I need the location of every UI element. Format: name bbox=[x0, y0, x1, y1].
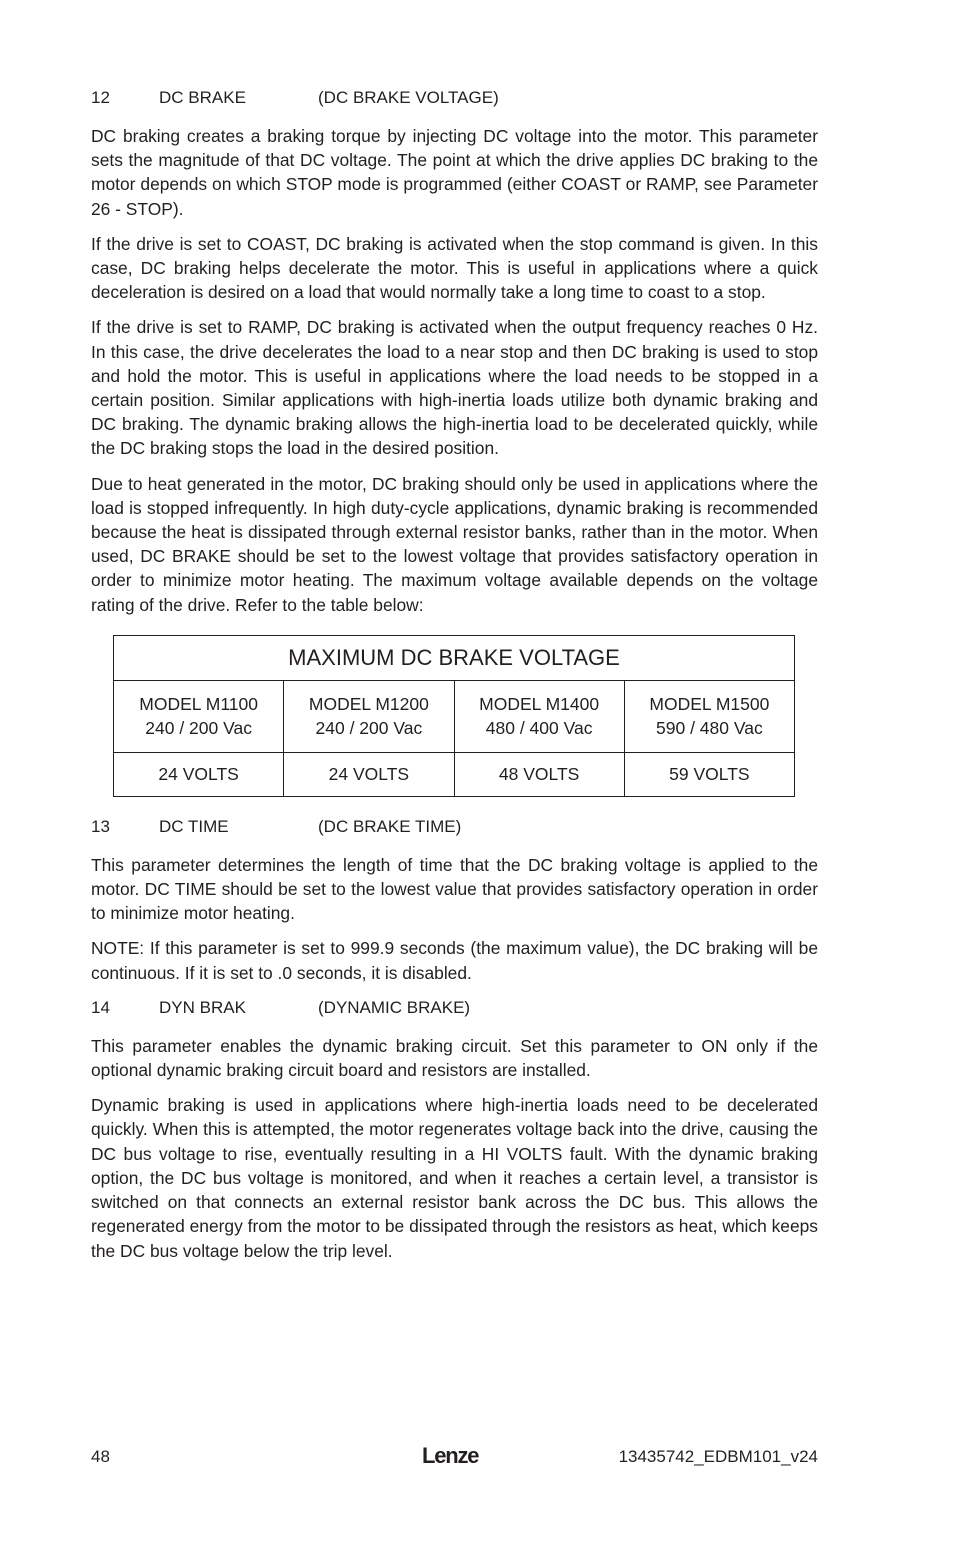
table-row bbox=[114, 680, 795, 752]
table-cell bbox=[624, 680, 794, 752]
page-number: 48 bbox=[91, 1447, 110, 1466]
table-cell bbox=[454, 680, 624, 752]
model-name: MODEL M1100 bbox=[139, 694, 258, 715]
max-volts-cell: 24 VOLTS bbox=[284, 752, 454, 796]
page-content bbox=[91, 86, 818, 1274]
parameter-13-heading bbox=[91, 815, 818, 839]
parameter-name: DC TIME bbox=[159, 816, 229, 836]
parameter-description: (DYNAMIC BRAKE) bbox=[318, 997, 471, 1017]
model-name: MODEL M1200 bbox=[308, 694, 429, 715]
max-volts-cell: 24 VOLTS bbox=[114, 752, 284, 796]
max-volts-cell: 59 VOLTS bbox=[624, 752, 794, 796]
max-volts-cell: 48 VOLTS bbox=[454, 752, 624, 796]
paragraph: Due to heat generated in the motor, DC braking should only be used in applications where the load is stopped infrequently. In high duty-cycle applications, dynamic braking is recommended because the heat is dissipated through external resistor banks, rather than in the motor. When used, DC BRAKE should be set to the lowest voltage that provides satisfactory operation in order to minimize motor heating. The maximum voltage available depends on the voltage rating of the drive. Refer to the table below: bbox=[91, 473, 818, 615]
model-rating: 480 / 400 Vac bbox=[485, 718, 593, 739]
page-footer bbox=[91, 1445, 818, 1471]
table-cell bbox=[284, 680, 454, 752]
parameter-number: 13 bbox=[91, 816, 110, 836]
model-rating: 590 / 480 Vac bbox=[656, 718, 763, 739]
table-cell bbox=[114, 680, 284, 752]
paragraph: DC braking creates a braking torque by injecting DC voltage into the motor. This parameter sets the magnitude of that DC voltage. The point at which the drive applies DC braking to the motor depends on which STOP mode is programmed (either COAST or RAMP, see Parameter 26 - STOP). bbox=[91, 126, 818, 219]
model-rating: 240 / 200 Vac bbox=[315, 718, 423, 739]
paragraph: If the drive is set to COAST, DC braking is activated when the stop command is given. In this case, DC braking helps decelerate the motor. This is useful in applications where a quick deceleration is desired on a load that would normally take a long time to coast to a stop. bbox=[91, 233, 818, 303]
parameter-description: (DC BRAKE VOLTAGE) bbox=[318, 88, 499, 107]
model-rating: 240 / 200 Vac bbox=[145, 718, 252, 739]
model-name: MODEL M1400 bbox=[479, 694, 600, 715]
parameter-description: (DC BRAKE TIME) bbox=[318, 816, 462, 836]
parameter-number: 14 bbox=[91, 997, 110, 1017]
parameter-name: DC BRAKE bbox=[159, 88, 246, 107]
paragraph: Dynamic braking is used in applications where high-inertia loads need to be decelerated quickly. When this is attempted, the motor regenerates voltage back into the drive, causing the DC bus voltage to rise, eventually resulting in a HI VOLTS fault. With the dynamic braking option, the DC bus voltage is monitored, and when it reaches a certain level, a transistor is switched on that connects an external resistor bank across the DC bus. This allows the regenerated energy from the motor to be dissipated through the resistors as heat, which keeps the DC bus voltage below the trip level. bbox=[91, 1095, 818, 1261]
parameter-14-heading bbox=[91, 996, 818, 1020]
lenze-logo: Lenze bbox=[422, 1443, 479, 1468]
document-id: 13435742_EDBM101_v24 bbox=[618, 1447, 818, 1466]
max-dc-brake-voltage-table bbox=[113, 635, 795, 797]
table-row bbox=[114, 752, 795, 796]
paragraph: NOTE: If this parameter is set to 999.9 seconds (the maximum value), the DC braking will be continuous. If it is set to .0 seconds, it is disabled. bbox=[91, 938, 818, 983]
table-title: MAXIMUM DC BRAKE VOLTAGE bbox=[114, 635, 795, 680]
model-name: MODEL M1500 bbox=[649, 694, 770, 715]
parameter-number: 12 bbox=[91, 88, 110, 107]
paragraph: This parameter determines the length of time that the DC braking voltage is applied to the motor. DC TIME should be set to the lowest value that provides satisfactory operation in order to minimize motor heating. bbox=[91, 854, 818, 924]
parameter-name: DYN BRAK bbox=[159, 997, 246, 1017]
paragraph: This parameter enables the dynamic braking circuit. Set this parameter to ON only if the optional dynamic braking circuit board and resistors are installed. bbox=[91, 1035, 818, 1081]
parameter-12-heading bbox=[91, 86, 818, 110]
paragraph: If the drive is set to RAMP, DC braking is activated when the output frequency reaches 0 Hz. In this case, the drive decelerates the load to a near stop and then DC braking is used to stop and hold the motor. This is useful in applications where the load needs to be stopped in a certain position. Similar applications with high-inertia loads utilize both dynamic braking and DC braking. The dynamic braking allows the high-inertia load to be decelerated quickly, while the DC braking stops the load in the desired position. bbox=[91, 317, 818, 459]
